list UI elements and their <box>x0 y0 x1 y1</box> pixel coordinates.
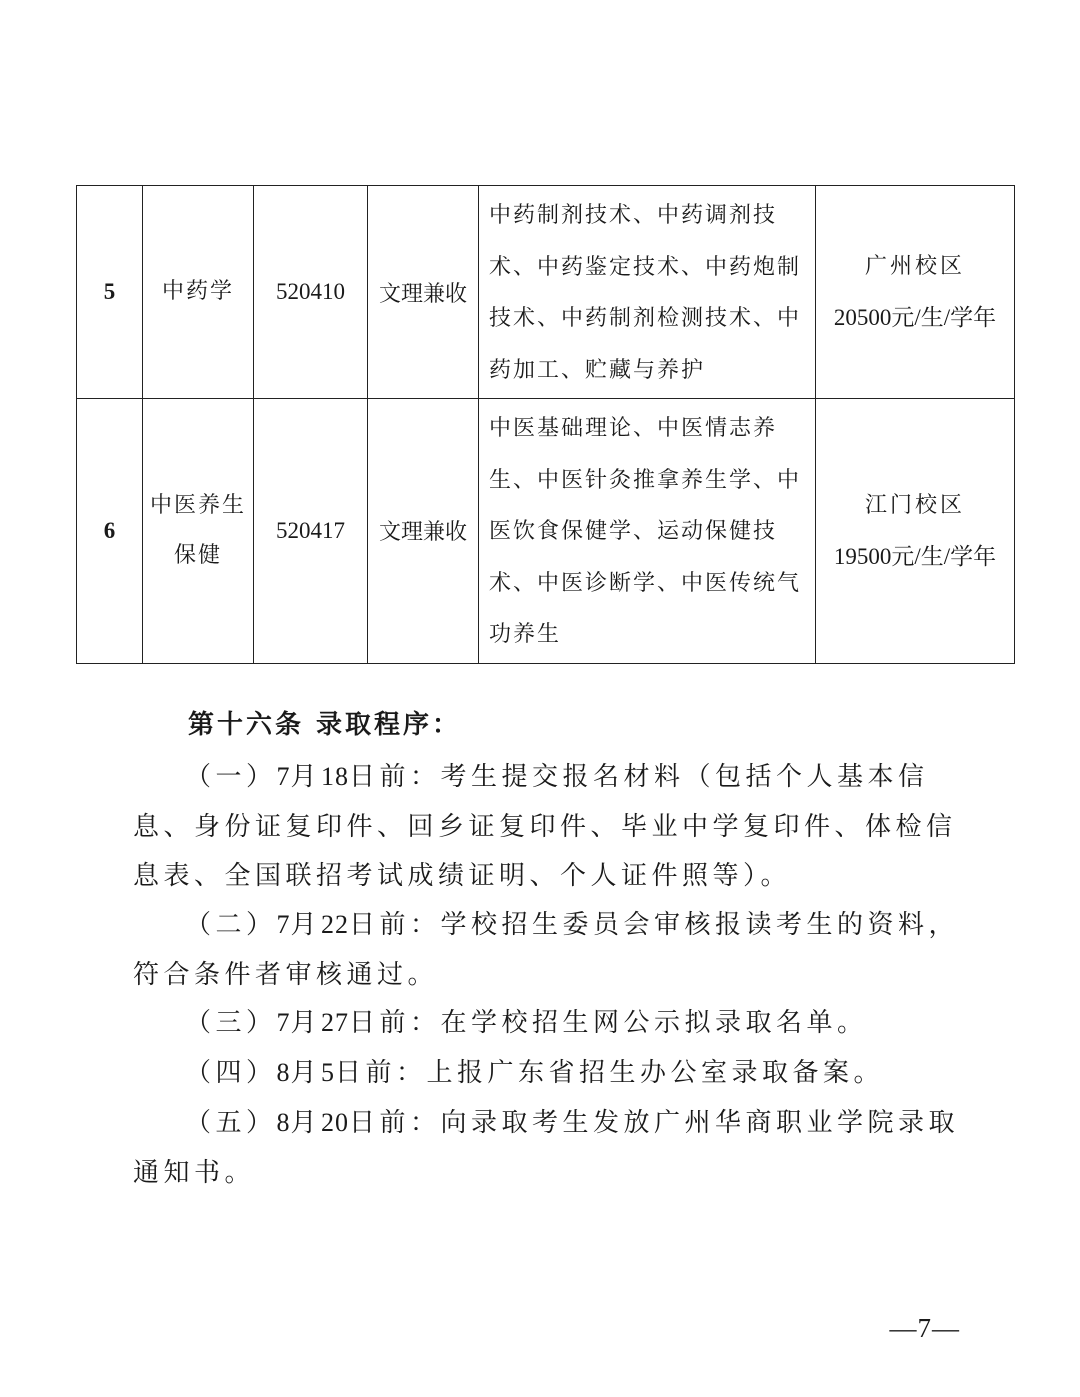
subject-type: 文理兼收 <box>368 186 479 399</box>
month-unit: 月 <box>290 762 322 792</box>
item-text: 考生提交报名材料（包括个人基本信息、身份证复印件、回乡证复印件、毕业中学复印件、体检信息表、全国联招考试成绩证明、个人证件照等）。 <box>133 762 957 891</box>
tuition-fee: 19500元/生/学年 <box>833 543 997 569</box>
day-suffix: 日前： <box>349 762 441 792</box>
major-name-line: 中药学 <box>161 279 234 304</box>
table-row <box>77 399 1015 664</box>
campus-name: 江门校区 <box>864 492 965 518</box>
row-number: 5 <box>77 186 143 399</box>
subject-type: 文理兼收 <box>368 399 479 664</box>
item-prefix: （一） <box>185 762 277 792</box>
item-text: 在学校招生网公示拟录取名单。 <box>440 1008 868 1038</box>
table-row <box>77 186 1015 399</box>
major-name <box>143 399 254 664</box>
item-day: 20 <box>321 1108 350 1137</box>
article-heading: 第十六条 录取程序： <box>188 710 462 740</box>
major-code: 520410 <box>254 186 368 399</box>
day-suffix: 日前： <box>335 1058 427 1088</box>
major-name-line: 保健 <box>173 542 222 568</box>
major-code: 520417 <box>254 399 368 664</box>
procedure-item <box>133 1098 961 1198</box>
row-number: 6 <box>77 399 143 664</box>
procedure-item <box>133 900 961 1000</box>
major-name-line: 中医养生 <box>149 492 246 518</box>
item-prefix: （四） <box>185 1058 277 1088</box>
item-prefix: （五） <box>185 1108 277 1138</box>
month-unit: 月 <box>290 1108 322 1138</box>
item-text: 上报广东省招生办公室录取备案。 <box>426 1058 885 1088</box>
item-month: 8 <box>276 1058 291 1087</box>
campus-fee <box>816 186 1015 399</box>
month-unit: 月 <box>290 1008 322 1038</box>
procedure-item <box>133 1048 961 1099</box>
campus-name: 广州校区 <box>864 254 965 279</box>
item-month: 7 <box>276 762 291 791</box>
procedure-item <box>133 752 961 902</box>
main-courses: 中医基础理论、中医情志养生、中医针灸推拿养生学、中医饮食保健学、运动保健技术、中医诊断学、中医传统气功养生 <box>479 399 816 664</box>
item-day: 18 <box>321 762 350 791</box>
item-month: 8 <box>276 1108 291 1137</box>
item-prefix: （二） <box>185 910 277 940</box>
month-unit: 月 <box>290 1058 322 1088</box>
item-prefix: （三） <box>185 1008 277 1038</box>
day-suffix: 日前： <box>349 910 441 940</box>
item-day: 22 <box>321 910 350 939</box>
item-day: 5 <box>321 1058 336 1087</box>
item-text: 学校招生委员会审核报读考生的资料，符合条件者审核通过。 <box>133 910 960 990</box>
item-day: 27 <box>321 1008 350 1037</box>
day-suffix: 日前： <box>349 1008 441 1038</box>
main-courses: 中药制剂技术、中药调剂技术、中药鉴定技术、中药炮制技术、中药制剂检测技术、中药加工、贮藏与养护 <box>479 186 816 399</box>
page-number: —7— <box>889 1313 960 1343</box>
procedure-item <box>133 998 961 1049</box>
day-suffix: 日前： <box>349 1108 441 1138</box>
majors-table <box>76 185 1015 664</box>
item-text: 向录取考生发放广州华商职业学院录取通知书。 <box>133 1108 960 1188</box>
major-name <box>143 186 254 399</box>
month-unit: 月 <box>290 910 322 940</box>
campus-fee <box>816 399 1015 664</box>
tuition-fee: 20500元/生/学年 <box>833 305 997 330</box>
item-month: 7 <box>276 910 291 939</box>
item-month: 7 <box>276 1008 291 1037</box>
